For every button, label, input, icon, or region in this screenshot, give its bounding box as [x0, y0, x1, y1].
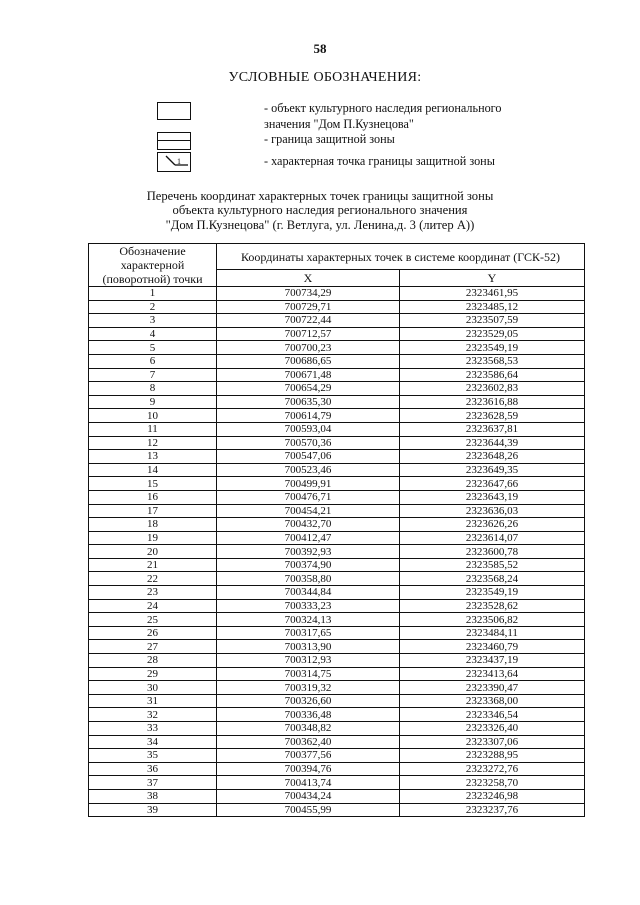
- coordinates-list-title: [0, 189, 640, 232]
- coordinates-table: [88, 243, 585, 817]
- cell-y: 2323461,95: [400, 287, 585, 301]
- cell-x: 700476,71: [217, 490, 400, 504]
- list-title-line: объекта культурного наследия регионального значения: [172, 203, 468, 218]
- cell-point-number: 27: [89, 640, 217, 654]
- cell-y: 2323484,11: [400, 626, 585, 640]
- cell-x: 700336,48: [217, 708, 400, 722]
- cell-x: 700654,29: [217, 382, 400, 396]
- cell-x: 700362,40: [217, 735, 400, 749]
- cell-point-number: 8: [89, 382, 217, 396]
- cell-x: 700454,21: [217, 504, 400, 518]
- cell-y: 2323237,76: [400, 803, 585, 817]
- cell-y: 2323485,12: [400, 300, 585, 314]
- table-row: [89, 518, 585, 532]
- cell-x: 700434,24: [217, 789, 400, 803]
- cell-point-number: 20: [89, 545, 217, 559]
- cell-y: 2323529,05: [400, 327, 585, 341]
- table-row: [89, 287, 585, 301]
- cell-y: 2323637,81: [400, 422, 585, 436]
- boundary-point-marker: 1: [177, 157, 181, 166]
- cell-y: 2323307,06: [400, 735, 585, 749]
- cell-point-number: 29: [89, 667, 217, 681]
- boundary-point-icon: [157, 152, 191, 172]
- cell-x: 700374,90: [217, 558, 400, 572]
- cell-x: 700313,90: [217, 640, 400, 654]
- table-row: [89, 708, 585, 722]
- legend-item-text-line: значения "Дом П.Кузнецова": [264, 117, 414, 131]
- column-header-coordinates: Координаты характерных точек в системе координат (ГСК-52): [217, 244, 585, 270]
- cell-y: 2323602,83: [400, 382, 585, 396]
- cell-x: 700729,71: [217, 300, 400, 314]
- table-row: [89, 341, 585, 355]
- table-row: [89, 395, 585, 409]
- table-row: [89, 490, 585, 504]
- cell-point-number: 1: [89, 287, 217, 301]
- legend-item-text-line: - характерная точка границы защитной зоны: [264, 154, 495, 168]
- table-row: [89, 776, 585, 790]
- cell-x: 700523,46: [217, 463, 400, 477]
- cell-point-number: 15: [89, 477, 217, 491]
- cell-point-number: 35: [89, 749, 217, 763]
- table-row: [89, 762, 585, 776]
- table-row: [89, 694, 585, 708]
- cell-y: 2323288,95: [400, 749, 585, 763]
- cell-point-number: 17: [89, 504, 217, 518]
- table-row: [89, 722, 585, 736]
- cell-y: 2323528,62: [400, 599, 585, 613]
- cell-point-number: 9: [89, 395, 217, 409]
- table-row: [89, 667, 585, 681]
- table-row: [89, 789, 585, 803]
- cell-point-number: 25: [89, 613, 217, 627]
- cell-y: 2323460,79: [400, 640, 585, 654]
- table-row: [89, 803, 585, 817]
- cell-x: 700412,47: [217, 531, 400, 545]
- cell-point-number: 7: [89, 368, 217, 382]
- cell-point-number: 26: [89, 626, 217, 640]
- cell-x: 700722,44: [217, 314, 400, 328]
- table-row: [89, 558, 585, 572]
- table-row: [89, 599, 585, 613]
- cell-y: 2323648,26: [400, 450, 585, 464]
- column-header-y: Y: [400, 270, 585, 287]
- legend-item-text-line: - граница защитной зоны: [264, 132, 395, 146]
- table-row: [89, 368, 585, 382]
- table-row: [89, 654, 585, 668]
- cell-y: 2323549,19: [400, 586, 585, 600]
- cell-x: 700377,56: [217, 749, 400, 763]
- table-row: [89, 354, 585, 368]
- cell-point-number: 10: [89, 409, 217, 423]
- legend-item-text-line: - объект культурного наследия регионального: [264, 101, 502, 115]
- cell-point-number: 31: [89, 694, 217, 708]
- cell-y: 2323647,66: [400, 477, 585, 491]
- cell-point-number: 2: [89, 300, 217, 314]
- table-row: [89, 681, 585, 695]
- cell-x: 700394,76: [217, 762, 400, 776]
- cell-y: 2323549,19: [400, 341, 585, 355]
- cell-x: 700570,36: [217, 436, 400, 450]
- table-row: [89, 477, 585, 491]
- cell-x: 700547,06: [217, 450, 400, 464]
- cell-y: 2323626,26: [400, 518, 585, 532]
- table-row: [89, 463, 585, 477]
- cell-y: 2323586,64: [400, 368, 585, 382]
- cell-y: 2323368,00: [400, 694, 585, 708]
- cell-x: 700432,70: [217, 518, 400, 532]
- cell-y: 2323643,19: [400, 490, 585, 504]
- cell-y: 2323507,59: [400, 314, 585, 328]
- cell-point-number: 21: [89, 558, 217, 572]
- cell-point-number: 11: [89, 422, 217, 436]
- cell-x: 700593,04: [217, 422, 400, 436]
- table-row: [89, 450, 585, 464]
- cell-x: 700358,80: [217, 572, 400, 586]
- cell-y: 2323437,19: [400, 654, 585, 668]
- cell-x: 700324,13: [217, 613, 400, 627]
- table-row: [89, 586, 585, 600]
- table-row: [89, 572, 585, 586]
- cell-point-number: 5: [89, 341, 217, 355]
- cell-x: 700455,99: [217, 803, 400, 817]
- cell-point-number: 32: [89, 708, 217, 722]
- cell-y: 2323326,40: [400, 722, 585, 736]
- table-row: [89, 749, 585, 763]
- cell-y: 2323413,64: [400, 667, 585, 681]
- cell-y: 2323568,24: [400, 572, 585, 586]
- cell-y: 2323600,78: [400, 545, 585, 559]
- cell-x: 700614,79: [217, 409, 400, 423]
- cell-y: 2323585,52: [400, 558, 585, 572]
- cell-x: 700319,32: [217, 681, 400, 695]
- cell-y: 2323568,53: [400, 354, 585, 368]
- cell-point-number: 18: [89, 518, 217, 532]
- table-row: [89, 545, 585, 559]
- table-row: [89, 626, 585, 640]
- cell-point-number: 34: [89, 735, 217, 749]
- cell-point-number: 16: [89, 490, 217, 504]
- cell-point-number: 6: [89, 354, 217, 368]
- table-row: [89, 327, 585, 341]
- cell-point-number: 3: [89, 314, 217, 328]
- cell-point-number: 12: [89, 436, 217, 450]
- cell-point-number: 36: [89, 762, 217, 776]
- cell-point-number: 4: [89, 327, 217, 341]
- cell-x: 700734,29: [217, 287, 400, 301]
- column-header-point: Обозначение характерной (поворотной) точки: [89, 244, 217, 287]
- page-number: 58: [313, 41, 327, 56]
- cell-y: 2323616,88: [400, 395, 585, 409]
- cell-x: 700348,82: [217, 722, 400, 736]
- cell-point-number: 13: [89, 450, 217, 464]
- list-title-line: "Дом П.Кузнецова" (г. Ветлуга, ул. Ленина,д. 3 (литер А)): [165, 217, 475, 232]
- boundary-line-icon: [157, 132, 191, 150]
- cell-y: 2323649,35: [400, 463, 585, 477]
- cell-x: 700314,75: [217, 667, 400, 681]
- cell-x: 700344,84: [217, 586, 400, 600]
- cell-x: 700700,23: [217, 341, 400, 355]
- list-title-line: Перечень координат характерных точек границы защитной зоны: [146, 189, 494, 203]
- cell-y: 2323636,03: [400, 504, 585, 518]
- cell-point-number: 14: [89, 463, 217, 477]
- cell-y: 2323614,07: [400, 531, 585, 545]
- cell-point-number: 19: [89, 531, 217, 545]
- cell-y: 2323644,39: [400, 436, 585, 450]
- table-row: [89, 409, 585, 423]
- table-row: [89, 613, 585, 627]
- cell-x: 700333,23: [217, 599, 400, 613]
- cell-point-number: 30: [89, 681, 217, 695]
- cell-point-number: 28: [89, 654, 217, 668]
- hatched-rectangle-icon: [157, 102, 191, 120]
- cell-x: 700326,60: [217, 694, 400, 708]
- cell-x: 700499,91: [217, 477, 400, 491]
- cell-y: 2323346,54: [400, 708, 585, 722]
- cell-y: 2323390,47: [400, 681, 585, 695]
- table-row: [89, 422, 585, 436]
- cell-point-number: 24: [89, 599, 217, 613]
- cell-x: 700712,57: [217, 327, 400, 341]
- table-row: [89, 382, 585, 396]
- cell-x: 700392,93: [217, 545, 400, 559]
- cell-y: 2323272,76: [400, 762, 585, 776]
- cell-x: 700671,48: [217, 368, 400, 382]
- cell-x: 700317,65: [217, 626, 400, 640]
- table-row: [89, 314, 585, 328]
- cell-x: 700312,93: [217, 654, 400, 668]
- table-row: [89, 531, 585, 545]
- table-row: [89, 504, 585, 518]
- table-row: [89, 640, 585, 654]
- cell-point-number: 23: [89, 586, 217, 600]
- table-row: [89, 735, 585, 749]
- cell-y: 2323246,98: [400, 789, 585, 803]
- table-row: [89, 436, 585, 450]
- cell-point-number: 37: [89, 776, 217, 790]
- cell-x: 700413,74: [217, 776, 400, 790]
- cell-point-number: 33: [89, 722, 217, 736]
- cell-x: 700686,65: [217, 354, 400, 368]
- legend-title: УСЛОВНЫЕ ОБОЗНАЧЕНИЯ:: [228, 70, 422, 85]
- cell-y: 2323628,59: [400, 409, 585, 423]
- cell-point-number: 39: [89, 803, 217, 817]
- cell-point-number: 22: [89, 572, 217, 586]
- column-header-x: X: [217, 270, 400, 287]
- cell-point-number: 38: [89, 789, 217, 803]
- table-row: [89, 300, 585, 314]
- cell-y: 2323258,70: [400, 776, 585, 790]
- cell-x: 700635,30: [217, 395, 400, 409]
- cell-y: 2323506,82: [400, 613, 585, 627]
